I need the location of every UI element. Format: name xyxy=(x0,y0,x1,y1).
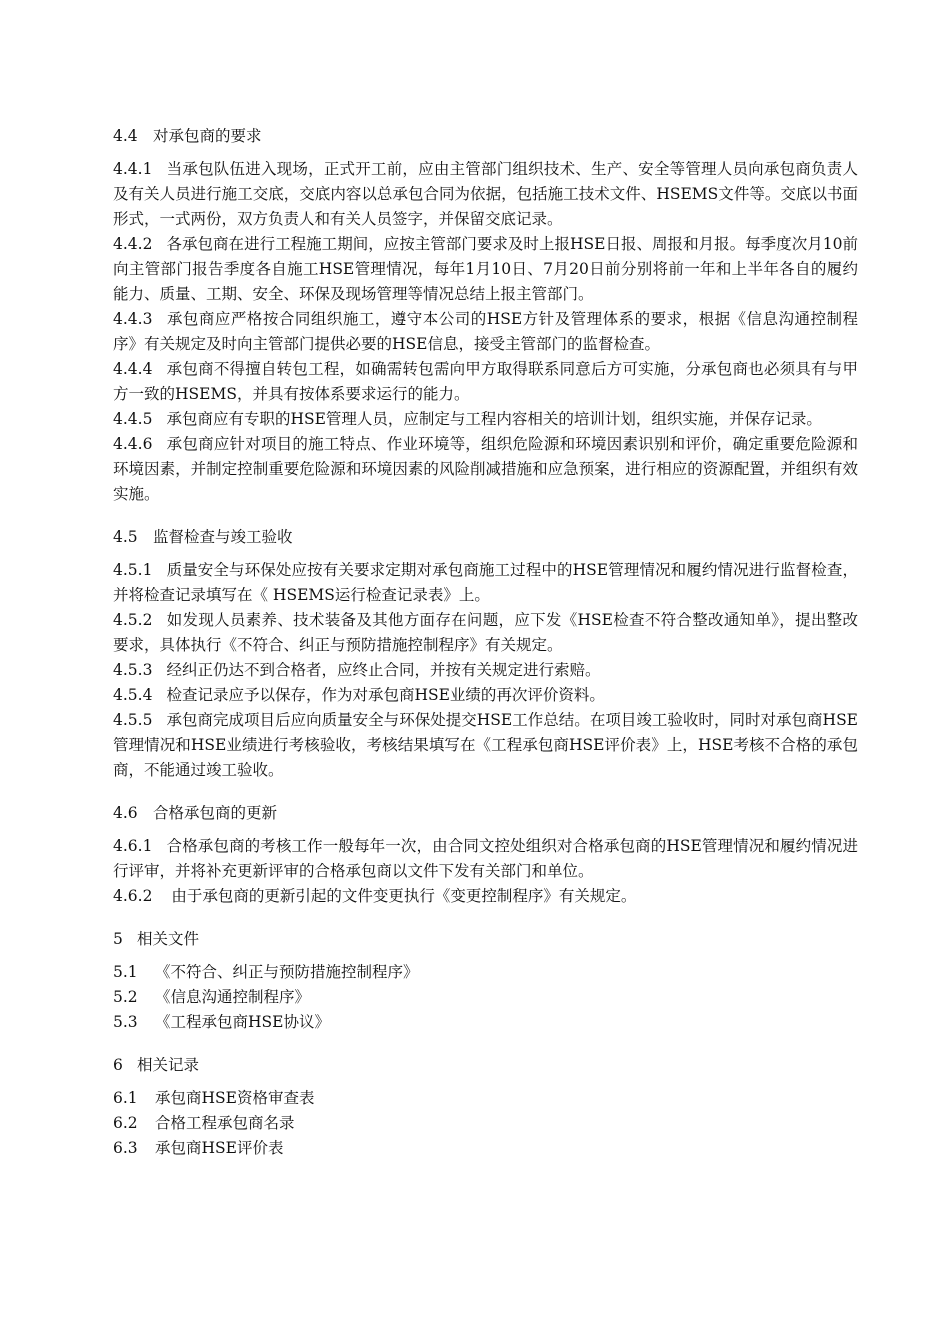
section-number: 4.6 xyxy=(113,804,138,822)
section-4-6 xyxy=(113,801,858,909)
section-heading xyxy=(113,927,858,952)
section-4-5 xyxy=(113,525,858,783)
item-number: 6.2 xyxy=(113,1114,138,1132)
list-item xyxy=(113,1136,858,1161)
clause-text: 当承包队伍进入现场，正式开工前，应由主管部门组织技术、生产、安全等管理人员向承包商负责人及有关人员进行施工交底，交底内容以总承包合同为依据，包括施工技术文件、HSEMS文件等。交底以书面形式，一式两份，双方负责人和有关人员签字，并保留交底记录。 xyxy=(113,160,858,228)
clause-number: 4.4.5 xyxy=(113,410,153,428)
clause-number: 4.5.3 xyxy=(113,661,153,679)
list-item xyxy=(113,1010,858,1035)
clause-text: 合格承包商的考核工作一般每年一次，由合同文控处组织对合格承包商的HSE管理情况和履约情况进行评审，并将补充更新评审的合格承包商以文件下发有关部门和单位。 xyxy=(113,837,858,880)
section-title: 相关记录 xyxy=(137,1056,200,1074)
section-title: 合格承包商的更新 xyxy=(153,804,278,822)
clause-number: 4.4.6 xyxy=(113,435,153,453)
clause-text: 经纠正仍达不到合格者，应终止合同，并按有关规定进行索赔。 xyxy=(166,661,601,679)
clause xyxy=(113,708,858,783)
section-heading xyxy=(113,1053,858,1078)
clause xyxy=(113,683,858,708)
section-title: 相关文件 xyxy=(137,930,200,948)
item-number: 5.1 xyxy=(113,963,138,981)
section-heading xyxy=(113,124,858,149)
clause-text: 质量安全与环保处应按有关要求定期对承包商施工过程中的HSE管理情况和履约情况进行监督检查，并将检查记录填写在《 HSEMS运行检查记录表》上。 xyxy=(113,561,858,604)
clause-number: 4.6.1 xyxy=(113,837,153,855)
item-number: 5.3 xyxy=(113,1013,138,1031)
list-item xyxy=(113,1086,858,1111)
section-4-4 xyxy=(113,124,858,507)
spacer xyxy=(113,783,858,801)
clause-number: 4.4.3 xyxy=(113,310,153,328)
clause xyxy=(113,407,858,432)
spacer xyxy=(113,909,858,927)
clause xyxy=(113,357,858,407)
clause-number: 4.5.2 xyxy=(113,611,153,629)
clause-number: 4.6.2 xyxy=(113,887,153,905)
section-heading xyxy=(113,801,858,826)
clause xyxy=(113,432,858,507)
clause-text: 承包商应严格按合同组织施工，遵守本公司的HSE方针及管理体系的要求，根据《信息沟通控制程序》有关规定及时向主管部门提供必要的HSE信息，接受主管部门的监督检查。 xyxy=(113,310,858,353)
clause xyxy=(113,157,858,232)
section-number: 4.5 xyxy=(113,528,138,546)
item-text: 《不符合、纠正与预防措施控制程序》 xyxy=(155,963,419,981)
item-number: 5.2 xyxy=(113,988,138,1006)
section-title: 监督检查与竣工验收 xyxy=(153,528,293,546)
clause-number: 4.5.1 xyxy=(113,561,153,579)
clause xyxy=(113,658,858,683)
clause-text: 承包商不得擅自转包工程，如确需转包需向甲方取得联系同意后方可实施，分承包商也必须具有与甲方一致的HSEMS，并具有按体系要求运行的能力。 xyxy=(113,360,858,403)
item-number: 6.1 xyxy=(113,1089,138,1107)
clause-text: 如发现人员素养、技术装备及其他方面存在问题，应下发《HSE检查不符合整改通知单》，提出整改要求，具体执行《不符合、纠正与预防措施控制程序》有关规定。 xyxy=(113,611,858,654)
clause xyxy=(113,834,858,884)
section-number: 5 xyxy=(113,930,123,948)
clause-number: 4.5.5 xyxy=(113,711,153,729)
item-text: 承包商HSE评价表 xyxy=(155,1139,284,1157)
list-item xyxy=(113,960,858,985)
clause-text: 承包商应有专职的HSE管理人员，应制定与工程内容相关的培训计划，组织实施，并保存记录。 xyxy=(166,410,822,428)
list-item xyxy=(113,1111,858,1136)
clause xyxy=(113,608,858,658)
clause-number: 4.5.4 xyxy=(113,686,153,704)
spacer xyxy=(113,1035,858,1053)
section-5 xyxy=(113,927,858,1035)
section-heading xyxy=(113,525,858,550)
clause xyxy=(113,232,858,307)
section-number: 6 xyxy=(113,1056,123,1074)
clause-number: 4.4.2 xyxy=(113,235,153,253)
item-text: 《信息沟通控制程序》 xyxy=(155,988,311,1006)
clause-text: 承包商完成项目后应向质量安全与环保处提交HSE工作总结。在项目竣工验收时，同时对承包商HSE管理情况和HSE业绩进行考核验收，考核结果填写在《工程承包商HSE评价表》上，HSE考核不合格的承包商，不能通过竣工验收。 xyxy=(113,711,858,779)
section-number: 4.4 xyxy=(113,127,138,145)
spacer xyxy=(113,507,858,525)
clause xyxy=(113,558,858,608)
clause-number: 4.4.4 xyxy=(113,360,153,378)
clause xyxy=(113,307,858,357)
section-6 xyxy=(113,1053,858,1161)
item-number: 6.3 xyxy=(113,1139,138,1157)
list-item xyxy=(113,985,858,1010)
section-title: 对承包商的要求 xyxy=(153,127,262,145)
item-text: 承包商HSE资格审查表 xyxy=(155,1089,315,1107)
clause-text: 承包商应针对项目的施工特点、作业环境等，组织危险源和环境因素识别和评价，确定重要危险源和环境因素，并制定控制重要危险源和环境因素的风险削减措施和应急预案，进行相应的资源配置，并组织有效实施。 xyxy=(113,435,858,503)
clause-text: 由于承包商的更新引起的文件变更执行《变更控制程序》有关规定。 xyxy=(166,887,637,905)
clause-text: 检查记录应予以保存，作为对承包商HSE业绩的再次评价资料。 xyxy=(166,686,605,704)
clause-text: 各承包商在进行工程施工期间，应按主管部门要求及时上报HSE日报、周报和月报。每季度次月10前向主管部门报告季度各自施工HSE管理情况，每年1月10日、7月20日前分别将前一年和上半年各自的履约能力、质量、工期、安全、环保及现场管理等情况总结上报主管部门。 xyxy=(113,235,858,303)
clause xyxy=(113,884,858,909)
item-text: 合格工程承包商名录 xyxy=(155,1114,295,1132)
clause-number: 4.4.1 xyxy=(113,160,153,178)
item-text: 《工程承包商HSE协议》 xyxy=(155,1013,330,1031)
